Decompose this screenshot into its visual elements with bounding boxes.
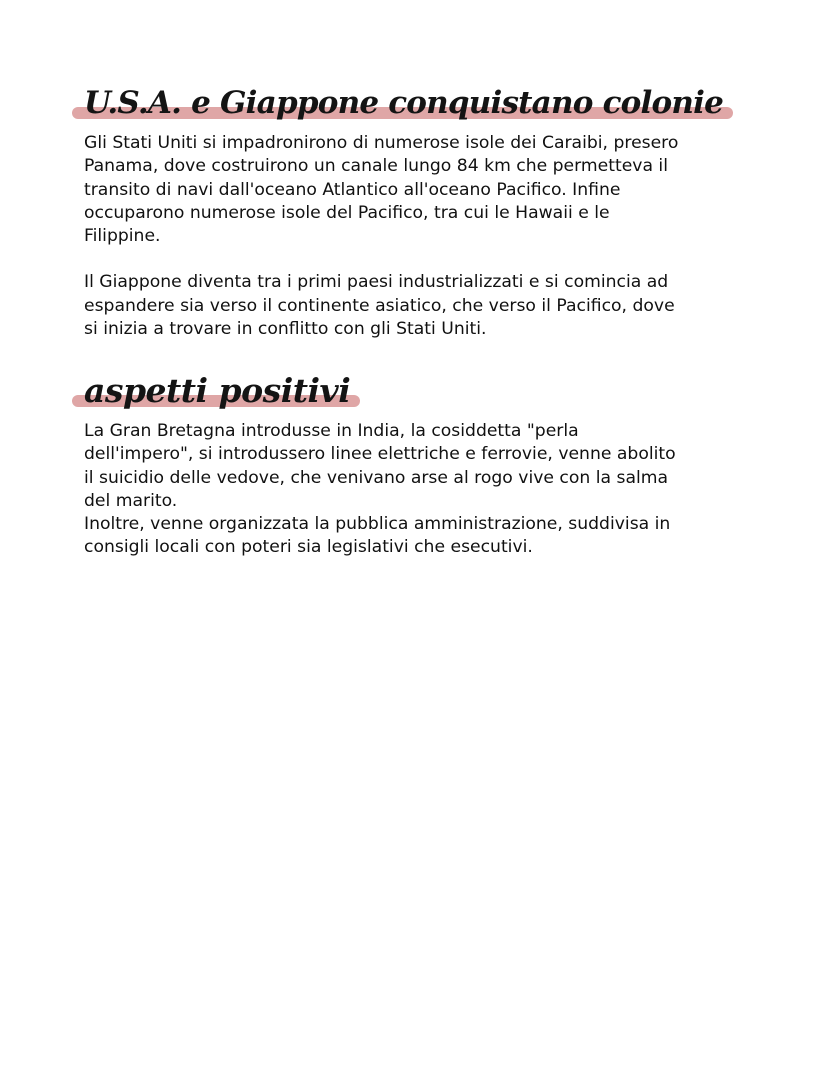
section-usa-giappone: [70, 80, 760, 341]
text-line: consigli locali con poteri sia legislativi che esecutivi.: [84, 537, 533, 558]
section-aspetti-positivi: [70, 368, 760, 560]
text-line: si inizia a trovare in conflitto con gli Stati Uniti.: [84, 319, 487, 340]
text-line: La Gran Bretagna introdusse in India, la cosiddetta "perla: [84, 421, 579, 441]
text-line: Inoltre, venne organizzata la pubblica amministrazione, suddivisa in: [84, 514, 671, 535]
text-line: occuparono numerose isole del Pacifico, tra cui le Hawaii e le: [84, 202, 610, 223]
text-line: Panama, dove costruirono un canale lungo 84 km che permetteva il: [84, 156, 668, 177]
section-heading: U.S.A. e Giappone conquistano colonie: [84, 85, 724, 121]
paragraph-india: [84, 420, 764, 560]
heading-highlight-wrap: [70, 80, 733, 132]
text-line: transito di navi dall'oceano Atlantico all'oceano Pacifico. Infine: [84, 179, 621, 200]
text-line: del marito.: [84, 490, 178, 511]
text-line: Gli Stati Uniti si impadronirono di numerose isole dei Caraibi, presero: [84, 133, 679, 153]
text-line: Filippine.: [84, 226, 161, 247]
heading-highlight-wrap: [70, 368, 360, 420]
paragraph-giappone: [84, 271, 764, 341]
section-heading: aspetti positivi: [84, 371, 351, 410]
text-line: Il Giappone diventa tra i primi paesi industrializzati e si comincia ad: [84, 272, 669, 293]
paragraph-usa: [84, 132, 764, 248]
text-line: dell'impero", si introdussero linee elettriche e ferrovie, venne abolito: [84, 444, 676, 465]
text-line: espandere sia verso il continente asiatico, che verso il Pacifico, dove: [84, 295, 675, 316]
text-line: il suicidio delle vedove, che venivano arse al rogo vive con la salma: [84, 467, 669, 488]
